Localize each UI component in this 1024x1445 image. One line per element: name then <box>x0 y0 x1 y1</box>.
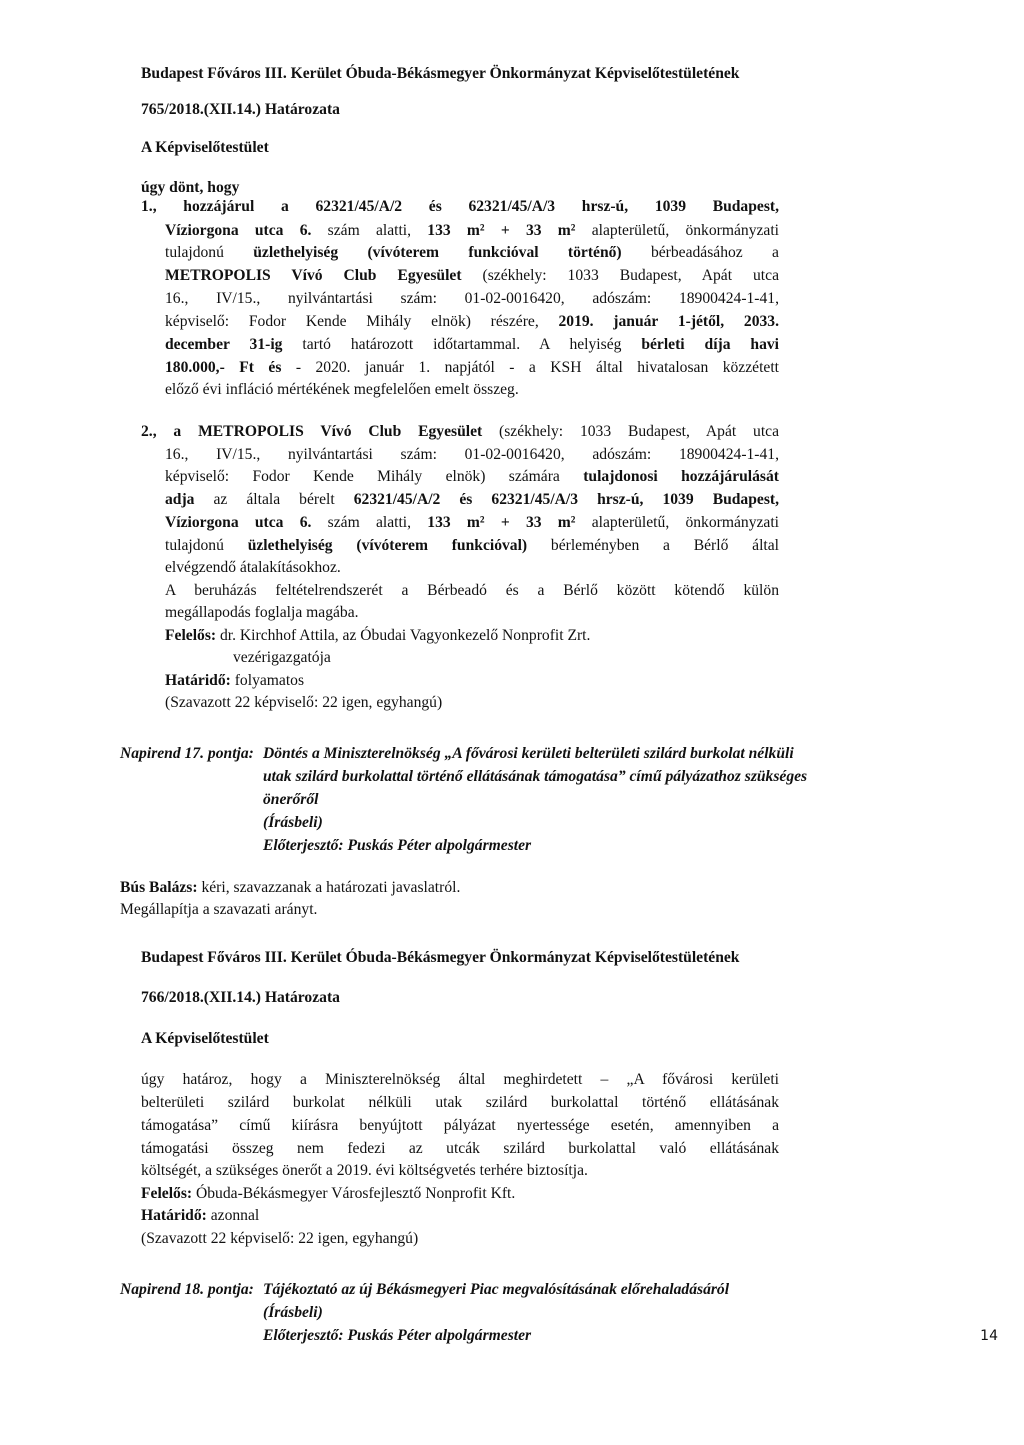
agenda-17-title-line3: önerőről <box>263 791 319 808</box>
res766-responsible <box>141 1184 515 1204</box>
deadline-label: Határidő: <box>165 672 231 689</box>
res765-p2-line1 <box>141 422 779 442</box>
text-span: alapterületű, önkormányzati <box>575 222 779 239</box>
resolution-765-header: Budapest Főváros III. Kerület Óbuda-Békásmegyer Önkormányzat Képviselőtestületének <box>141 65 740 82</box>
res765-p2-line7: elvégzendő átalakításokhoz. <box>165 559 341 576</box>
responsible-label: Felelős: <box>141 1185 193 1202</box>
text-span: az általa bérelt <box>194 491 354 508</box>
deadline-value: azonnal <box>206 1207 260 1224</box>
agenda-18-title: Tájékoztató az új Békásmegyeri Piac megvalósításának előrehaladásáról <box>263 1281 730 1298</box>
start-date: 2019. január 1-jétől, 2033. <box>558 313 779 330</box>
agenda-18-label: Napirend 18. pontja: <box>120 1281 254 1298</box>
text-span: szám alatti, <box>311 222 428 239</box>
res765-p3-line1: A beruházás feltételrendszerét a Bérbeadó és a Bérlő között kötendő külön <box>165 582 779 599</box>
agenda-18-presenter: Előterjesztő: Puskás Péter alpolgármester <box>263 1327 532 1344</box>
res765-vote: (Szavazott 22 képviselő: 22 igen, egyhangú) <box>165 694 443 711</box>
text-span: képviselő: Fodor Kende Mihály elnök) számára <box>165 468 584 485</box>
text-span: (székhely: 1033 Budapest, Apát utca <box>482 423 779 440</box>
resolution-765-intro: úgy dönt, hogy <box>141 179 240 196</box>
resolution-765-number: 765/2018.(XII.14.) Határozata <box>141 101 340 118</box>
text-span: 2., a <box>141 423 199 440</box>
resolution-766-header: Budapest Főváros III. Kerület Óbuda-Békásmegyer Önkormányzat Képviselőtestületének <box>141 949 740 966</box>
area-text: 133 m² + 33 m² <box>427 222 576 239</box>
res765-p1-line6 <box>165 312 779 332</box>
res765-p1-line7 <box>165 335 779 355</box>
res765-responsible-title: vezérigazgatója <box>233 649 331 666</box>
res765-responsible <box>165 626 590 646</box>
premises-text: üzlethelyiség (vívóterem funkcióval történő) <box>253 244 622 261</box>
res766-line1: úgy határoz, hogy a Miniszterelnökség által meghirdetett – „A fővárosi kerületi <box>141 1071 779 1088</box>
page-number: 14 <box>980 1328 998 1344</box>
res765-p1-line4 <box>165 266 779 286</box>
text-span: (székhely: 1033 Budapest, Apát utca <box>461 267 779 284</box>
club-name: METROPOLIS Vívó Club Egyesület <box>198 423 483 440</box>
text-span: tartó határozott időtartammal. A helyiség <box>282 336 642 353</box>
speech-text: kéri, szavazzanak a határozati javaslatról. <box>197 879 461 896</box>
res765-p1-line3 <box>165 243 779 263</box>
agenda-18-written: (Írásbeli) <box>263 1304 323 1321</box>
agenda-17-label: Napirend 17. pontja: <box>120 745 254 762</box>
res765-p1-line5: 16., IV/15., nyilvántartási szám: 01-02-0016420, adószám: 18900424-1-41, <box>165 290 779 307</box>
rent-amount: 180.000,- Ft és <box>165 359 282 376</box>
resolution-766-number: 766/2018.(XII.14.) Határozata <box>141 989 340 1006</box>
deadline-label: Határidő: <box>141 1207 207 1224</box>
responsible-value: Óbuda-Békásmegyer Városfejlesztő Nonprofit Kft. <box>192 1185 516 1202</box>
res766-line2: belterületi szilárd burkolat nélküli utak szilárd burkolattal történő ellátásának <box>141 1094 779 1111</box>
property-ids: 62321/45/A/2 és 62321/45/A/3 hrsz-ú, 1039 Budapest, <box>353 491 779 508</box>
res766-vote: (Szavazott 22 képviselő: 22 igen, egyhangú) <box>141 1230 419 1247</box>
text-span: szám alatti, <box>311 514 428 531</box>
area-text: 133 m² + 33 m² <box>427 514 576 531</box>
res766-line5: költségét, a szükséges önerőt a 2019. évi költségvetés terhére biztosítja. <box>141 1162 588 1179</box>
text-span: bérleményben a Bérlő által <box>527 537 780 554</box>
res765-p1-line8 <box>165 358 779 378</box>
res766-line3: támogatása” című kiírásra benyújtott pályázat nyertessége esetén, amennyiben a <box>141 1117 779 1134</box>
res765-p2-line5 <box>165 513 779 533</box>
text-span: tulajdonú <box>165 537 248 554</box>
speech-line <box>120 878 460 898</box>
text-span: tulajdonú <box>165 244 254 261</box>
text-span: adja <box>165 491 195 508</box>
agenda-17-presenter: Előterjesztő: Puskás Péter alpolgármester <box>263 837 532 854</box>
res765-p2-line6 <box>165 536 779 556</box>
res765-p1-line1: 1., hozzájárul a 62321/45/A/2 és 62321/45/A/3 hrsz-ú, 1039 Budapest, <box>141 198 779 215</box>
agenda-17-title-line1: Döntés a Miniszterelnökség „A fővárosi kerületi belterületi szilárd burkolat nélküli <box>263 745 794 762</box>
responsible-label: Felelős: <box>165 627 217 644</box>
address-text: Víziorgona utca 6. <box>165 514 312 531</box>
premises-text: üzlethelyiség (vívóterem funkcióval) <box>247 537 528 554</box>
club-name: METROPOLIS Vívó Club Egyesület <box>165 267 462 284</box>
agenda-17-title-line2: utak szilárd burkolattal történő ellátásának támogatása” című pályázathoz szükséges <box>263 768 808 785</box>
res765-deadline <box>165 671 304 691</box>
deadline-value: folyamatos <box>230 672 305 689</box>
res766-line4: támogatási összeg nem fedezi az utcák szilárd burkolattal való ellátásának <box>141 1140 779 1157</box>
speech-result: Megállapítja a szavazati arányt. <box>120 901 318 918</box>
res765-p2-line2: 16., IV/15., nyilvántartási szám: 01-02-0016420, adószám: 18900424-1-41, <box>165 446 779 463</box>
resolution-766-body-title: A Képviselőtestület <box>141 1030 269 1047</box>
res765-p3-line2: megállapodás foglalja magába. <box>165 604 359 621</box>
res766-deadline <box>141 1206 259 1226</box>
res765-p2-line3 <box>165 467 779 487</box>
speaker-name: Bús Balázs: <box>120 879 198 896</box>
res765-p2-line4 <box>165 490 779 510</box>
address-text: Víziorgona utca 6. <box>165 222 312 239</box>
end-date: december 31-ig <box>165 336 283 353</box>
text-span: alapterületű, önkormányzati <box>575 514 779 531</box>
agenda-17-written: (Írásbeli) <box>263 814 323 831</box>
owner-consent: tulajdonosi hozzájárulását <box>583 468 779 485</box>
rent-label: bérleti díja havi <box>641 336 780 353</box>
text-span: - 2020. január 1. napjától - a KSH által hivatalosan közzétett <box>281 359 779 376</box>
resolution-765-body-title: A Képviselőtestület <box>141 139 269 156</box>
text-span: bérbeadásához a <box>621 244 779 261</box>
res765-p1-line9: előző évi infláció mértékének megfelelően emelt összeg. <box>165 381 519 398</box>
text-span: képviselő: Fodor Kende Mihály elnök) részére, <box>165 313 559 330</box>
res765-p1-line2 <box>165 221 779 241</box>
responsible-value: dr. Kirchhof Attila, az Óbudai Vagyonkezelő Nonprofit Zrt. <box>216 627 591 644</box>
